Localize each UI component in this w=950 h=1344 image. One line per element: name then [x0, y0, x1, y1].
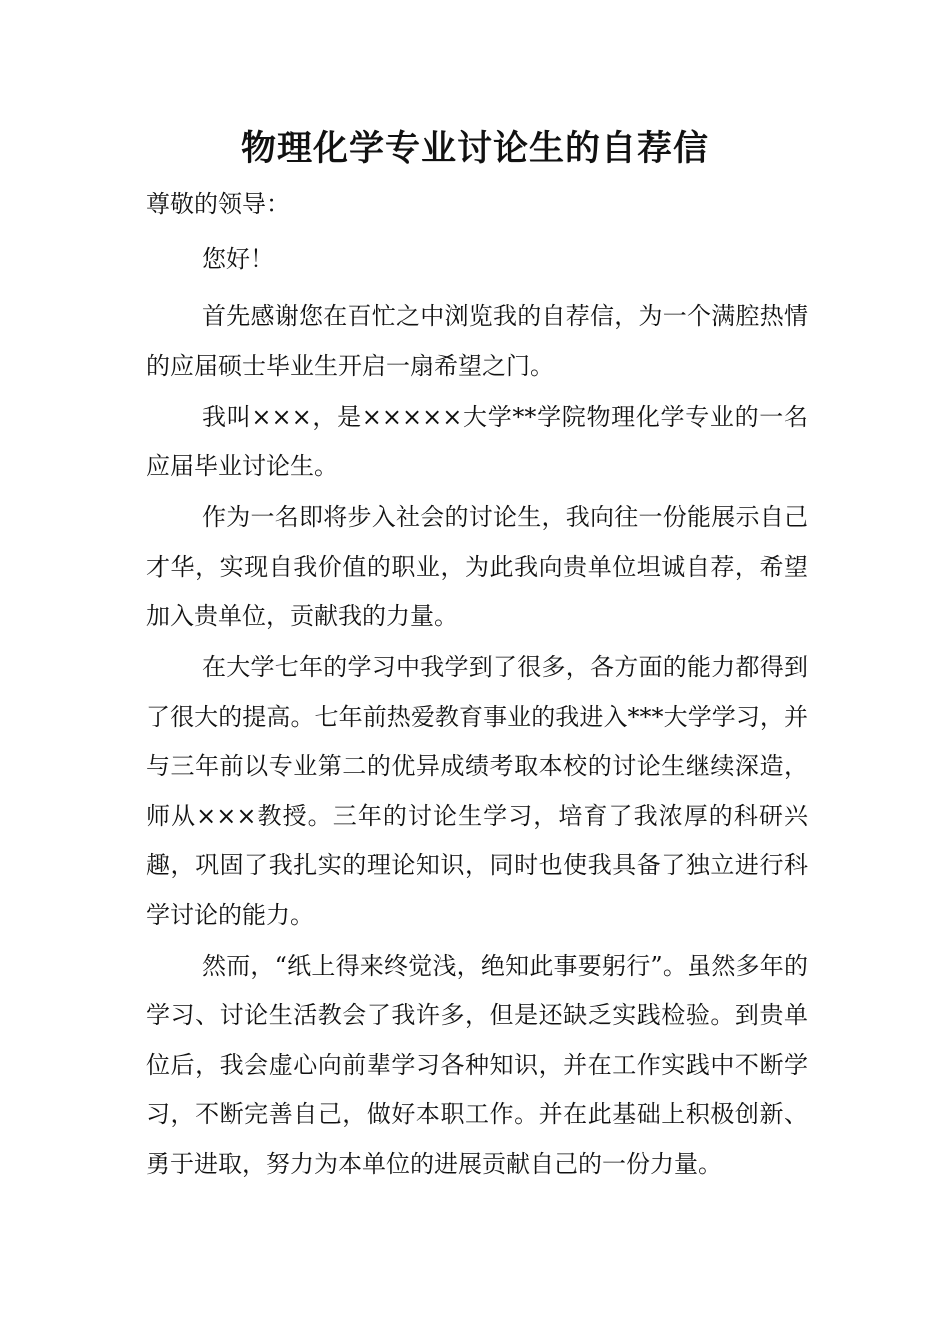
- paragraph-1: 首先感谢您在百忙之中浏览我的自荐信，为一个满腔热情的应届硕士毕业生开启一扇希望之门。: [146, 302, 808, 380]
- greeting: 您好！: [202, 244, 274, 273]
- letter-body: [146, 180, 808, 1189]
- salutation: 尊敬的领导：: [146, 190, 290, 218]
- paragraph-5: 然而，“纸上得来终觉浅，绝知此事要躬行”。虽然多年的学习、讨论生活教会了我许多，但是还缺乏实践检验。到贵单位后，我会虚心向前辈学习各种知识，并在工作实践中不断学习，不断完善自己，做好本职工作。并在此基础上积极创新、勇于进取，努力为本单位的进展贡献自己的一份力量。: [146, 951, 808, 1178]
- document-title: 物理化学专业讨论生的自荐信: [240, 129, 709, 169]
- paragraph-4: 在大学七年的学习中我学到了很多，各方面的能力都得到了很大的提高。七年前热爱教育事业的我进入***大学学习，并与三年前以专业第二的优异成绩考取本校的讨论生继续深造，师从×××教授。三年的讨论生学习，培育了我浓厚的科研兴趣，巩固了我扎实的理论知识，同时也使我具备了独立进行科学讨论的能力。: [146, 653, 808, 929]
- paragraph-2: 我叫×××，是×××××大学**学院物理化学专业的一名应届毕业讨论生。: [146, 402, 808, 480]
- paragraph-3: 作为一名即将步入社会的讨论生，我向往一份能展示自己才华，实现自我价值的职业，为此我向贵单位坦诚自荐，希望加入贵单位，贡献我的力量。: [146, 503, 808, 630]
